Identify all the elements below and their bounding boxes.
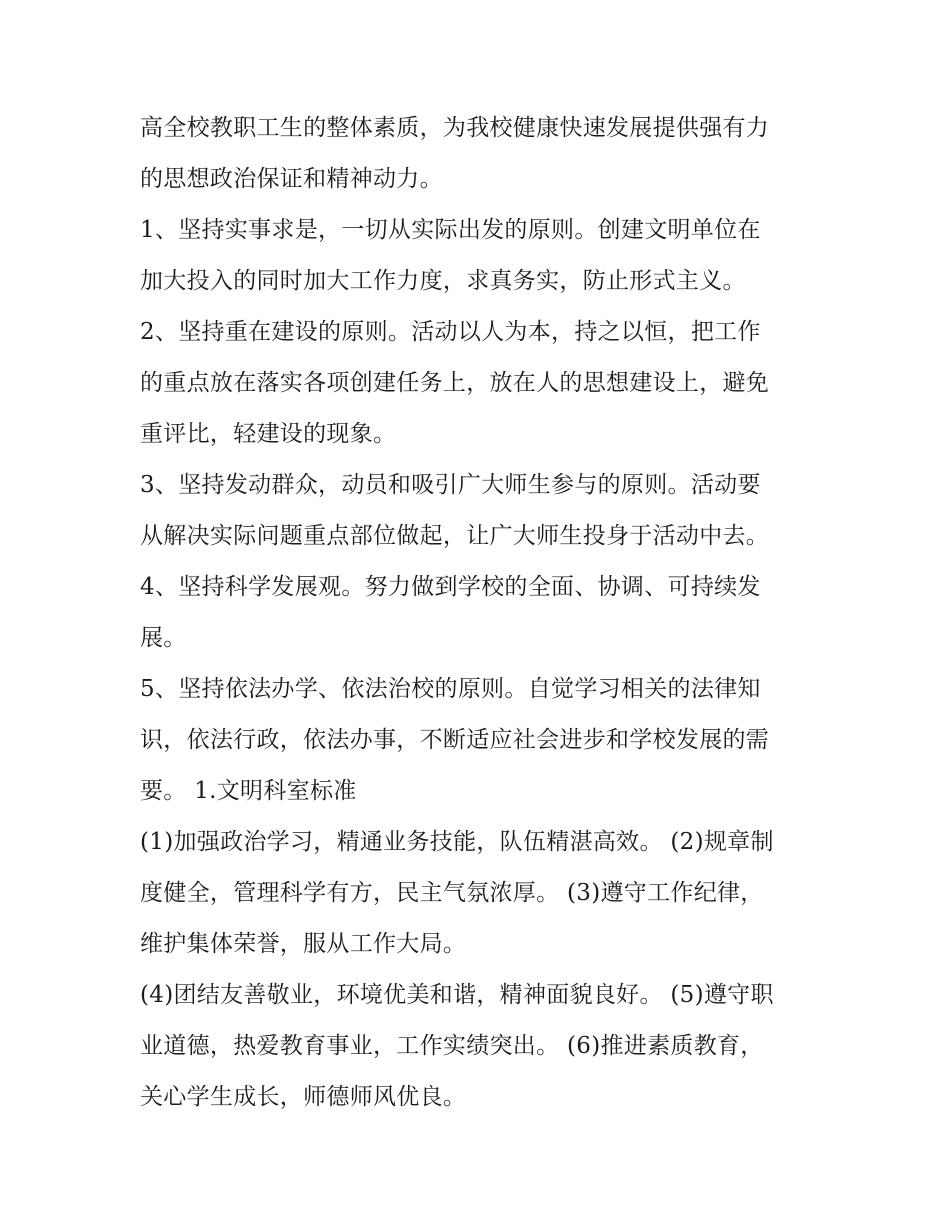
- text-line: 4、坚持科学发展观。努力做到学校的全面、协调、可持续发: [140, 574, 761, 600]
- text-line: 度健全，管理科学有方，民主气氛浓厚。 (3)遵守工作纪律，: [140, 880, 764, 906]
- document-body: [140, 103, 830, 1123]
- text-line: 高全校教职工生的整体素质，为我校健康快速发展提供强有力: [140, 115, 770, 141]
- text-line: 3、坚持发动群众，动员和吸引广大师生参与的原则。活动要: [140, 472, 761, 498]
- text-line: 的思想政治保证和精神动力。: [140, 166, 443, 192]
- text-line: 识，依法行政，依法办事，不断适应社会进步和学校发展的需: [140, 727, 770, 753]
- text-line: 重评比，轻建设的现象。: [140, 421, 397, 447]
- text-line: 业道德，热爱教育事业，工作实绩突出。 (6)推进素质教育，: [140, 1033, 764, 1059]
- text-line: 维护集体荣誉，服从工作大局。: [140, 931, 467, 957]
- text-line: 加大投入的同时加大工作力度，求真务实，防止形式主义。: [140, 268, 746, 294]
- text-line: 5、坚持依法办学、依法治校的原则。自觉学习相关的法律知: [140, 676, 761, 702]
- text-line: 1、坚持实事求是，一切从实际出发的原则。创建文明单位在: [140, 217, 761, 243]
- text-line: 展。: [140, 625, 187, 651]
- text-line: (4)团结友善敬业，环境优美和谐，精神面貌良好。 (5)遵守职: [140, 982, 774, 1008]
- text-line: 关心学生成长，师德师风优良。: [140, 1084, 467, 1110]
- text-line: 从解决实际问题重点部位做起，让广大师生投身于活动中去。: [140, 523, 770, 549]
- text-line: 2、坚持重在建设的原则。活动以人为本，持之以恒，把工作: [140, 319, 761, 345]
- text-line: (1)加强政治学习，精通业务技能，队伍精湛高效。 (2)规章制: [140, 829, 774, 855]
- text-line: 要。 1.文明科室标准: [140, 778, 357, 804]
- text-line: 的重点放在落实各项创建任务上，放在人的思想建设上，避免: [140, 370, 770, 396]
